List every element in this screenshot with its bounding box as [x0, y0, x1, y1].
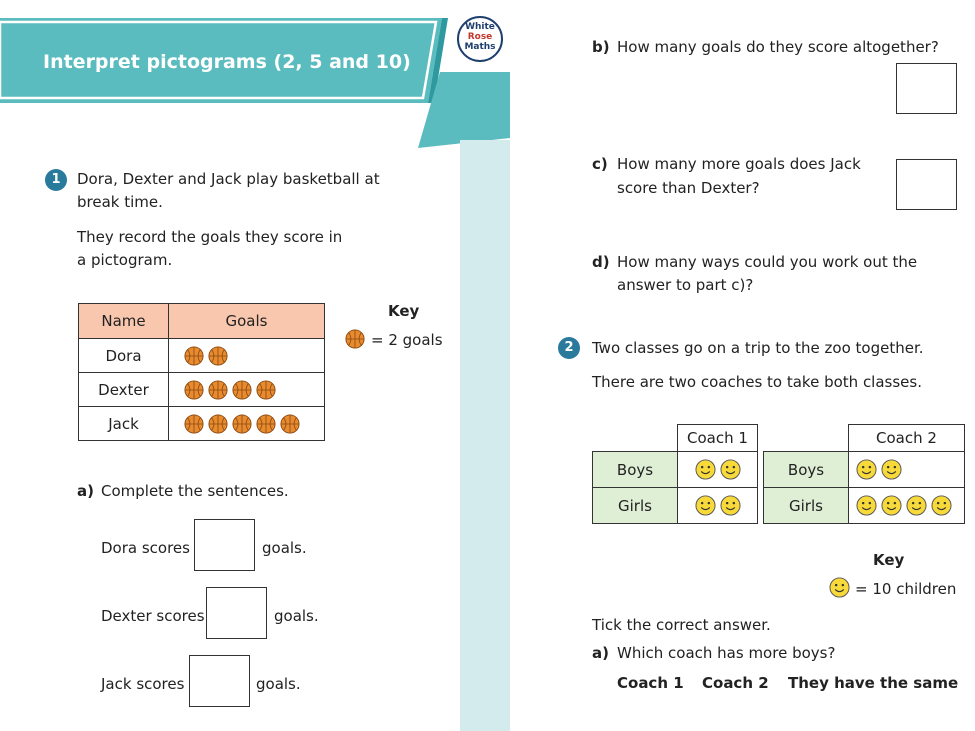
smiley-icon: [856, 495, 877, 516]
coach-2-row-icons: [849, 488, 965, 524]
basketball-icon: [345, 329, 365, 349]
smiley-icon: [881, 495, 902, 516]
basketball-icon: [232, 380, 252, 400]
q1-intro-line1: Dora, Dexter and Jack play basketball at: [77, 170, 380, 188]
basketball-icon: [343, 329, 367, 349]
question-number-2: 2: [558, 337, 580, 359]
q1c-line2: score than Dexter?: [617, 179, 760, 197]
smiley-icon: [856, 459, 877, 480]
coach-2-row-label: Boys: [764, 452, 849, 488]
table-row: [764, 488, 965, 524]
row-goals: [169, 407, 325, 441]
basketball-icon: [184, 346, 204, 366]
row-goals: [169, 339, 325, 373]
sentence-dexter-before: Dexter scores: [101, 607, 205, 625]
q2-intro2: There are two coaches to take both classes.: [592, 373, 922, 391]
q1a-text: Complete the sentences.: [101, 482, 289, 500]
q1d-line1: How many ways could you work out the: [617, 253, 918, 271]
table-row: [79, 407, 325, 441]
page-gutter-strip: [460, 140, 510, 731]
smiley-icon: [695, 495, 716, 516]
basketball-icon: [256, 380, 276, 400]
q1b-text: How many goals do they score altogether?: [617, 38, 939, 56]
table-row: [79, 373, 325, 407]
q2a-text: Which coach has more boys?: [617, 644, 836, 662]
coach-2-title: Coach 2: [849, 425, 965, 452]
smiley-icon: [829, 577, 850, 598]
white-rose-maths-logo: White Rose Maths: [457, 16, 503, 62]
q1-intro-line2: break time.: [77, 193, 163, 211]
row-name: Jack: [79, 407, 169, 441]
table-header-name: Name: [79, 304, 169, 339]
row-name: Dexter: [79, 373, 169, 407]
smiley-icon: [695, 459, 716, 480]
coach-2-row-label: Girls: [764, 488, 849, 524]
tick-instruction: Tick the correct answer.: [592, 616, 771, 634]
option-coach-1[interactable]: Coach 1: [617, 674, 684, 692]
table-header-goals: Goals: [169, 304, 325, 339]
answer-box-more-goals[interactable]: [896, 159, 957, 210]
basketball-icon: [208, 380, 228, 400]
basketball-icon: [280, 414, 300, 434]
option-same[interactable]: They have the same: [788, 674, 959, 692]
question-number-1: 1: [45, 169, 67, 191]
table-row: [593, 488, 758, 524]
basketball-icon: [256, 414, 276, 434]
q1d-line2: answer to part c)?: [617, 276, 754, 294]
header-banner: [0, 0, 510, 150]
basketball-icon: [232, 414, 252, 434]
smiley-icon: [720, 459, 741, 480]
q1b-label: b): [592, 38, 610, 56]
coach-1-row-icons: [678, 488, 758, 524]
q2-key-title: Key: [873, 551, 905, 569]
row-name: Dora: [79, 339, 169, 373]
answer-box-dexter[interactable]: [206, 587, 267, 639]
answer-box-dora[interactable]: [194, 519, 255, 571]
goals-pictogram-table: [78, 303, 325, 441]
q1d-label: d): [592, 253, 610, 271]
sentence-dora-after: goals.: [262, 539, 307, 557]
coach-1-row-label: Boys: [593, 452, 678, 488]
q1c-label: c): [592, 155, 608, 173]
answer-box-jack[interactable]: [189, 655, 250, 707]
sentence-jack-after: goals.: [256, 675, 301, 693]
q2a-label: a): [592, 644, 609, 662]
sentence-dexter-after: goals.: [274, 607, 319, 625]
sentence-dora-before: Dora scores: [101, 539, 190, 557]
smiley-icon: [881, 459, 902, 480]
coach-2-table: [763, 424, 965, 524]
smiley-icon: [720, 495, 741, 516]
coach-1-title: Coach 1: [678, 425, 758, 452]
option-coach-2[interactable]: Coach 2: [702, 674, 769, 692]
basketball-icon: [184, 414, 204, 434]
table-row: [593, 452, 758, 488]
basketball-icon: [208, 346, 228, 366]
q1a-label: a): [77, 482, 94, 500]
q1c-line1: How many more goals does Jack: [617, 155, 861, 173]
smiley-icon: [827, 577, 852, 598]
coach-1-table: [592, 424, 758, 524]
answer-box-altogether[interactable]: [896, 63, 957, 114]
q2-intro: Two classes go on a trip to the zoo together.: [592, 339, 924, 357]
page-title: Interpret pictograms (2, 5 and 10): [43, 51, 411, 73]
q1-record-line2: a pictogram.: [77, 251, 173, 269]
table-row: [764, 452, 965, 488]
q1-key-title: Key: [388, 302, 420, 320]
smiley-icon: [906, 495, 927, 516]
q1-key-text: = 2 goals: [371, 331, 443, 349]
coach-2-row-icons: [849, 452, 965, 488]
table-row: [79, 339, 325, 373]
basketball-icon: [208, 414, 228, 434]
sentence-jack-before: Jack scores: [101, 675, 185, 693]
q1-record-line1: They record the goals they score in: [77, 228, 343, 246]
basketball-icon: [184, 380, 204, 400]
coach-1-row-label: Girls: [593, 488, 678, 524]
row-goals: [169, 373, 325, 407]
coach-1-row-icons: [678, 452, 758, 488]
smiley-icon: [931, 495, 952, 516]
q2-key-text: = 10 children: [855, 580, 957, 598]
